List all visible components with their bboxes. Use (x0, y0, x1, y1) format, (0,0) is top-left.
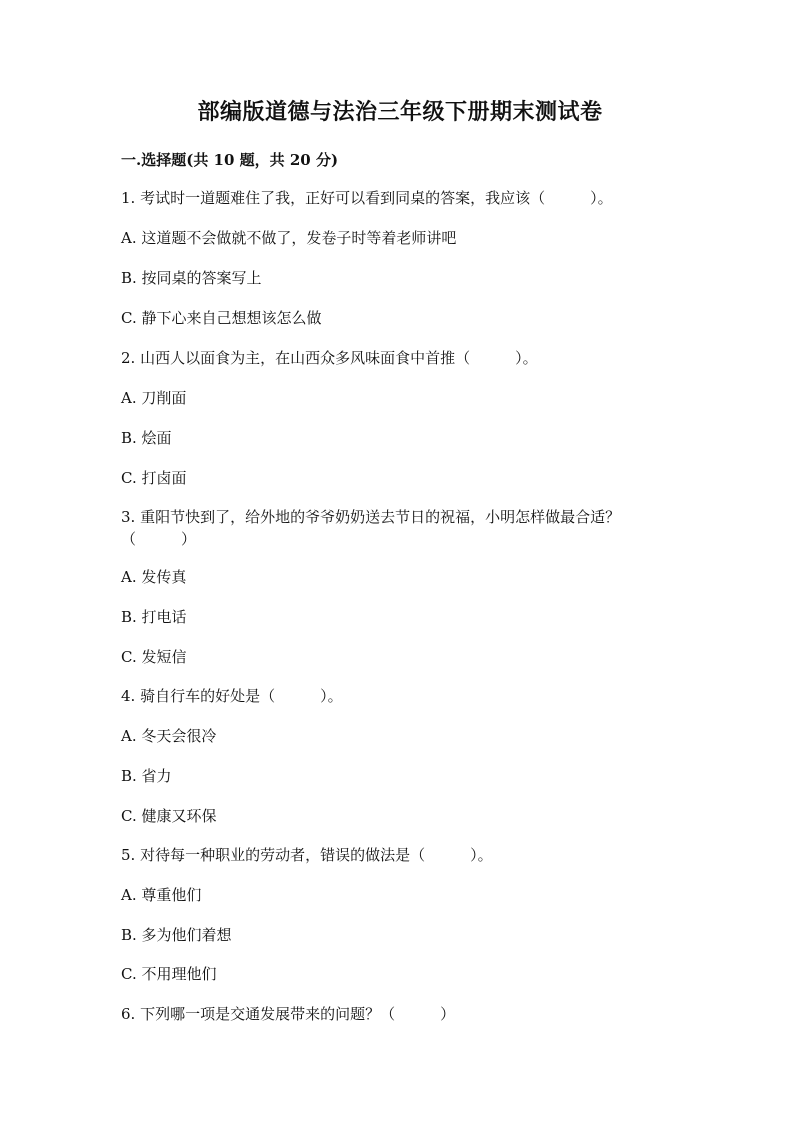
question-stem: 5. 对待每一种职业的劳动者，错误的做法是（ ）。 (121, 846, 493, 864)
question-option: A. 这道题不会做就不做了，发卷子时等着老师讲吧 (121, 229, 457, 247)
question-option: A. 刀削面 (121, 389, 187, 407)
question-option: B. 省力 (121, 767, 172, 785)
question-option: A. 尊重他们 (121, 886, 202, 904)
question-stem: 3. 重阳节快到了，给外地的爷爷奶奶送去节日的祝福，小明怎样做最合适？（ ） (121, 508, 621, 548)
section-heading: 一.选择题(共 10 题，共 20 分) (121, 151, 339, 169)
question-option: C. 发短信 (121, 648, 187, 666)
question-option: B. 按同桌的答案写上 (121, 269, 262, 287)
question-option: C. 静下心来自己想想该怎么做 (121, 309, 322, 327)
question-stem: 1. 考试时一道题难住了我，正好可以看到同桌的答案，我应该（ ）。 (121, 189, 613, 207)
question-option: B. 多为他们着想 (121, 926, 232, 944)
question-option: C. 打卤面 (121, 469, 187, 487)
page-title: 部编版道德与法治三年级下册期末测试卷 (197, 99, 603, 125)
question-option: A. 发传真 (121, 568, 187, 586)
question-option: C. 不用理他们 (121, 965, 217, 983)
question-option: A. 冬天会很冷 (121, 727, 217, 745)
question-stem: 4. 骑自行车的好处是（ ）。 (121, 687, 343, 705)
question-stem: 6. 下列哪一项是交通发展带来的问题？（ ） (121, 1005, 456, 1023)
question-option: B. 打电话 (121, 608, 187, 626)
question-option: B. 烩面 (121, 429, 172, 447)
question-stem: 2. 山西人以面食为主，在山西众多风味面食中首推（ ）。 (121, 349, 538, 367)
question-option: C. 健康又环保 (121, 807, 217, 825)
